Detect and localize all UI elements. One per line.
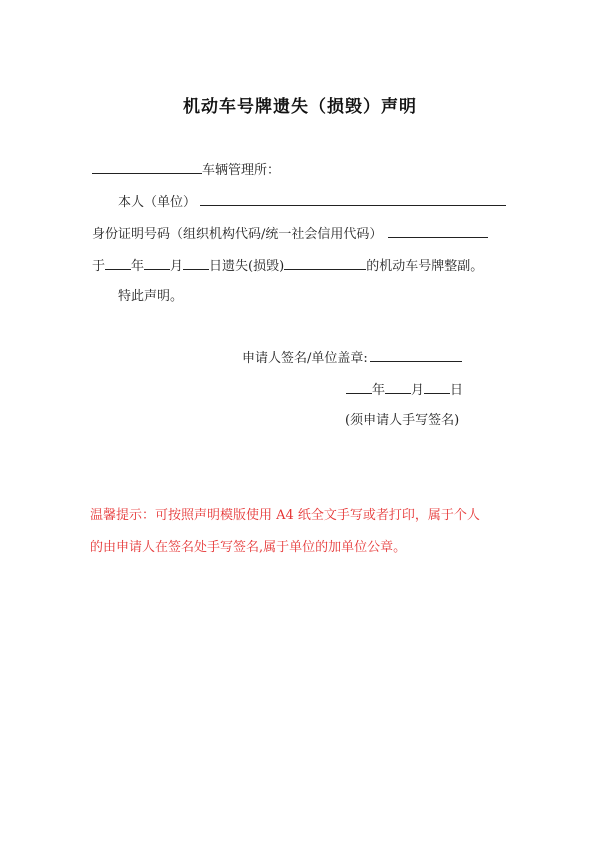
person-line	[118, 192, 506, 212]
sign-day-blank[interactable]	[424, 380, 450, 394]
date-yue: 月	[170, 259, 184, 274]
office-name-blank[interactable]	[92, 160, 202, 174]
plate-number-blank[interactable]	[284, 256, 366, 270]
person-label: 本人（单位）	[118, 195, 197, 210]
closing-text: 特此声明。	[118, 289, 184, 304]
date-status-line	[92, 256, 483, 276]
sign-yue: 月	[411, 383, 425, 398]
warm-tip	[90, 500, 520, 564]
addressee-suffix: 车辆管理所：	[202, 163, 281, 178]
document-title: 机动车号牌遗失（损毁）声明	[183, 97, 417, 117]
signature-note: (须申请人手写签名)	[345, 413, 460, 428]
date-yu: 于	[92, 259, 106, 274]
person-name-blank[interactable]	[200, 192, 506, 206]
addressee-line	[92, 160, 280, 180]
id-line	[92, 224, 488, 244]
date-nian: 年	[131, 259, 145, 274]
signature-line	[242, 348, 462, 368]
signature-blank[interactable]	[370, 348, 462, 362]
sign-nian: 年	[372, 383, 386, 398]
date-suffix: 的机动车号牌整副。	[366, 259, 484, 274]
day-blank[interactable]	[183, 256, 209, 270]
tip-line-2: 的由申请人在签名处手写签名,属于单位的加单位公章。	[90, 540, 407, 555]
id-label: 身份证明号码（组织机构代码/统一社会信用代码）	[92, 227, 383, 242]
signature-label: 申请人签名/单位盖章:	[242, 351, 368, 366]
date-ri-status: 日遗失(损毁)	[209, 259, 285, 274]
signature-date-line	[346, 380, 463, 400]
sign-ri: 日	[450, 383, 464, 398]
id-number-blank[interactable]	[388, 224, 488, 238]
tip-line-1: 温馨提示：可按照声明模版使用 A4 纸全文手写或者打印，属于个人	[90, 508, 480, 523]
sign-year-blank[interactable]	[346, 380, 372, 394]
month-blank[interactable]	[144, 256, 170, 270]
sign-month-blank[interactable]	[385, 380, 411, 394]
year-blank[interactable]	[105, 256, 131, 270]
